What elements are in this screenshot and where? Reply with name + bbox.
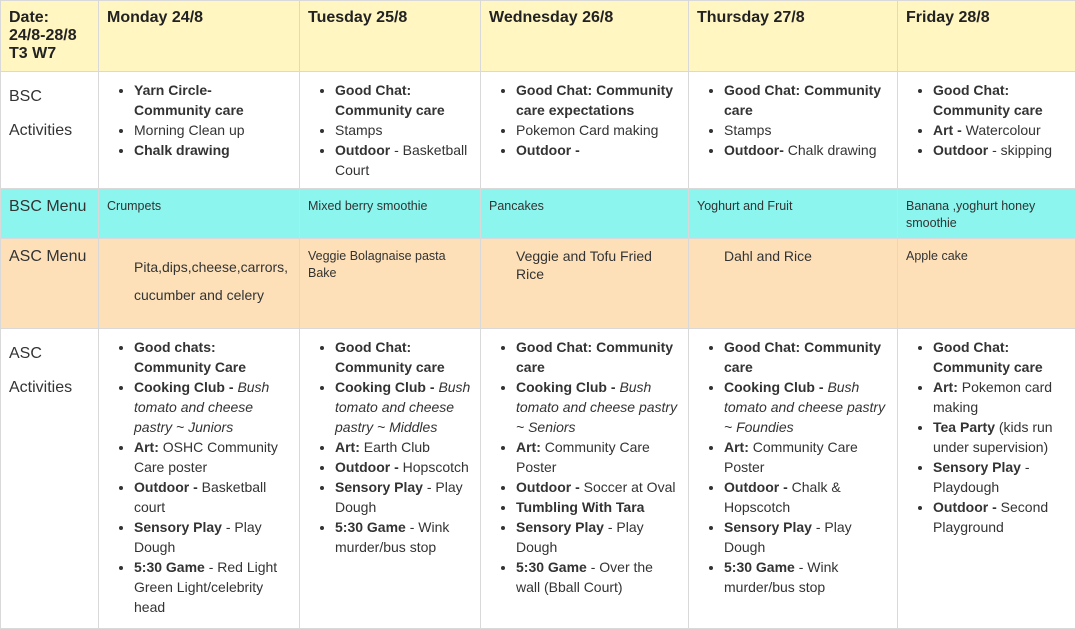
asc-activities-row [1, 329, 1075, 629]
activity-note: Bush tomato and cheese pastry ~ Juniors [134, 379, 269, 435]
activity-item [516, 120, 680, 140]
activity-detail: (kids run under supervision) [933, 419, 1053, 455]
activity-list [898, 329, 1075, 537]
activity-title: Good chats: Community Care [134, 339, 246, 375]
activity-item [516, 497, 680, 517]
activity-title: Cooking Club - [134, 379, 234, 395]
menu-cell [898, 239, 1075, 329]
activity-detail: Chalk drawing [784, 142, 877, 158]
bsc-activities-row [1, 72, 1075, 189]
menu-item: Dahl and Rice [689, 239, 897, 265]
activity-item [516, 437, 680, 477]
activity-item [516, 517, 680, 557]
day-label: Wednesday 26/8 [481, 1, 688, 27]
activity-detail: Community Care Poster [724, 439, 858, 475]
activity-title: Outdoor- [724, 142, 784, 158]
activity-item [724, 517, 889, 557]
activity-item [134, 477, 291, 517]
date-cell [1, 1, 99, 72]
activity-title: Tumbling With Tara [516, 499, 644, 515]
day-label: Thursday 27/8 [689, 1, 897, 27]
activity-detail: Pokemon card making [933, 379, 1052, 415]
activity-item [134, 437, 291, 477]
activity-detail: - Play Dough [335, 479, 463, 515]
activity-detail: Morning Clean up [134, 122, 245, 138]
activity-title: Art: [724, 439, 749, 455]
activity-detail: Stamps [724, 122, 771, 138]
day-label: Monday 24/8 [99, 1, 299, 27]
menu-item: Pita,dips,cheese,carrors, cucumber and celery [99, 239, 299, 309]
activity-detail: OSHC Community Care poster [134, 439, 278, 475]
activity-title: Good Chat: Community care expectations [516, 82, 673, 118]
header-row [1, 1, 1075, 72]
activity-title: Art: [516, 439, 541, 455]
bsc-activities-label: BSC Activities [1, 72, 98, 148]
activity-item [724, 377, 889, 437]
activity-item [134, 557, 291, 617]
activity-detail: Stamps [335, 122, 382, 138]
activity-list [481, 72, 688, 160]
activity-detail: - Over the wall (Bball Court) [516, 559, 653, 595]
asc-menu-row [1, 239, 1075, 329]
activity-title: Art: [335, 439, 360, 455]
activity-title: 5:30 Game [134, 559, 205, 575]
activity-title: Sensory Play [134, 519, 222, 535]
activity-note: Bush tomato and cheese pastry ~ Middles [335, 379, 470, 435]
activity-item [335, 517, 472, 557]
activity-cell [898, 329, 1075, 629]
menu-item: Veggie and Tofu Fried Rice [481, 239, 688, 283]
activity-cell [99, 72, 300, 189]
day-header [689, 1, 898, 72]
menu-cell [99, 239, 300, 329]
menu-cell [99, 189, 300, 239]
menu-item: Yoghurt and Fruit [689, 189, 897, 215]
menu-cell [300, 189, 481, 239]
activity-title: Cooking Club - [335, 379, 435, 395]
menu-item: Apple cake [898, 239, 1075, 265]
menu-cell [898, 189, 1075, 239]
activity-item [724, 80, 889, 120]
activity-item [516, 377, 680, 437]
day-label: Friday 28/8 [898, 1, 1075, 27]
activity-item [335, 140, 472, 180]
activity-item [134, 140, 291, 160]
activity-item [933, 457, 1068, 497]
activity-item [134, 120, 291, 140]
activity-item [335, 457, 472, 477]
activity-title: Sensory Play [335, 479, 423, 495]
activity-cell [898, 72, 1075, 189]
activity-detail: - Play Dough [134, 519, 262, 555]
menu-item: Pancakes [481, 189, 688, 215]
activity-item [335, 437, 472, 457]
activity-item [933, 140, 1068, 160]
activity-note: Bush tomato and cheese pastry ~ Seniors [516, 379, 677, 435]
activity-item [134, 337, 291, 377]
activity-title: Tea Party [933, 419, 995, 435]
activity-title: 5:30 Game [335, 519, 406, 535]
activity-item [516, 337, 680, 377]
activity-cell [689, 329, 898, 629]
activity-cell [99, 329, 300, 629]
activity-cell [300, 329, 481, 629]
activity-detail: Pokemon Card making [516, 122, 658, 138]
activity-item [134, 80, 291, 120]
activity-item [933, 417, 1068, 457]
activity-cell [689, 72, 898, 189]
activity-detail: Second Playground [933, 499, 1048, 535]
activity-title: Art: [134, 439, 159, 455]
activity-detail: - Play Dough [516, 519, 644, 555]
bsc-menu-row [1, 189, 1075, 239]
activity-list [481, 329, 688, 597]
activity-detail: - Wink murder/bus stop [335, 519, 449, 555]
activity-item [933, 497, 1068, 537]
activity-item [724, 557, 889, 597]
activity-title: Good Chat: Community care [516, 339, 673, 375]
activity-title: Good Chat: Community care [724, 339, 881, 375]
activity-item [335, 337, 472, 377]
activity-item [724, 337, 889, 377]
activity-item [335, 477, 472, 517]
activity-title: Outdoor [933, 142, 988, 158]
activity-title: Outdoor - [516, 142, 580, 158]
activity-title: Outdoor - [724, 479, 788, 495]
activity-detail: Chalk & Hopscotch [724, 479, 841, 515]
activity-list [300, 329, 480, 557]
activity-list [898, 72, 1075, 160]
activity-title: Good Chat: Community care [933, 82, 1043, 118]
activity-title: 5:30 Game [516, 559, 587, 575]
asc-menu-label: ASC Menu [1, 239, 98, 267]
activity-cell [481, 329, 689, 629]
row-label-cell [1, 72, 99, 189]
activity-title: Sensory Play [724, 519, 812, 535]
activity-detail: Earth Club [360, 439, 430, 455]
day-header [898, 1, 1075, 72]
activity-title: Good Chat: Community care [335, 339, 445, 375]
activity-detail: - Red Light Green Light/celebrity head [134, 559, 277, 615]
activity-detail: Watercolour [962, 122, 1041, 138]
activity-item [335, 377, 472, 437]
activity-title: Chalk drawing [134, 142, 230, 158]
activity-title: 5:30 Game [724, 559, 795, 575]
menu-cell [300, 239, 481, 329]
activity-detail: - Basketball Court [335, 142, 467, 178]
activity-title: Good Chat: Community care [335, 82, 445, 118]
activity-title: Outdoor - [335, 459, 399, 475]
activity-item [933, 377, 1068, 417]
date-range: Date: 24/8-28/8 T3 W7 [1, 1, 98, 63]
activity-title: Sensory Play [933, 459, 1021, 475]
menu-item: Crumpets [99, 189, 299, 215]
activity-title: Yarn Circle- Community care [134, 82, 244, 118]
activity-detail: Hopscotch [399, 459, 469, 475]
activity-item [134, 517, 291, 557]
activity-item [724, 437, 889, 477]
day-label: Tuesday 25/8 [300, 1, 480, 27]
activity-title: Art - [933, 122, 962, 138]
activity-detail: Basketball court [134, 479, 266, 515]
activity-list [689, 72, 897, 160]
activity-detail: - Playdough [933, 459, 1030, 495]
activity-list [99, 329, 299, 617]
activity-item [933, 120, 1068, 140]
activity-list [99, 72, 299, 160]
activity-detail: - skipping [988, 142, 1052, 158]
menu-item: Banana ,yoghurt honey smoothie [898, 189, 1075, 232]
activity-detail: Community Care Poster [516, 439, 650, 475]
activity-title: Cooking Club - [724, 379, 824, 395]
activity-item [724, 477, 889, 517]
menu-cell [689, 239, 898, 329]
row-label-cell [1, 329, 99, 629]
activity-item [933, 80, 1068, 120]
activity-list [689, 329, 897, 597]
asc-activities-label: ASC Activities [1, 329, 98, 405]
activity-item [724, 140, 889, 160]
activity-item [335, 120, 472, 140]
activity-item [516, 80, 680, 120]
activity-title: Outdoor - [933, 499, 997, 515]
activity-cell [481, 72, 689, 189]
row-label-cell [1, 189, 99, 239]
activity-item [134, 377, 291, 437]
bsc-menu-label: BSC Menu [1, 189, 98, 217]
activity-detail: - Wink murder/bus stop [724, 559, 838, 595]
menu-cell [481, 239, 689, 329]
menu-cell [481, 189, 689, 239]
activity-detail: - Play Dough [724, 519, 852, 555]
activity-item [516, 477, 680, 497]
activity-title: Art: [933, 379, 958, 395]
activity-item [516, 140, 680, 160]
activity-title: Outdoor [335, 142, 390, 158]
menu-item: Veggie Bolagnaise pasta Bake [300, 239, 480, 282]
activity-title: Cooking Club - [516, 379, 616, 395]
activity-title: Outdoor - [516, 479, 580, 495]
activity-item [724, 120, 889, 140]
activity-item [335, 80, 472, 120]
activity-cell [300, 72, 481, 189]
activity-detail: Soccer at Oval [580, 479, 676, 495]
activity-title: Good Chat: Community care [724, 82, 881, 118]
activity-item [933, 337, 1068, 377]
activity-title: Good Chat: Community care [933, 339, 1043, 375]
activity-title: Sensory Play [516, 519, 604, 535]
activity-item [516, 557, 680, 597]
day-header [99, 1, 300, 72]
day-header [481, 1, 689, 72]
menu-cell [689, 189, 898, 239]
activity-note: Bush tomato and cheese pastry ~ Foundies [724, 379, 885, 435]
menu-item: Mixed berry smoothie [300, 189, 480, 215]
activity-title: Outdoor - [134, 479, 198, 495]
row-label-cell [1, 239, 99, 329]
day-header [300, 1, 481, 72]
activity-list [300, 72, 480, 180]
